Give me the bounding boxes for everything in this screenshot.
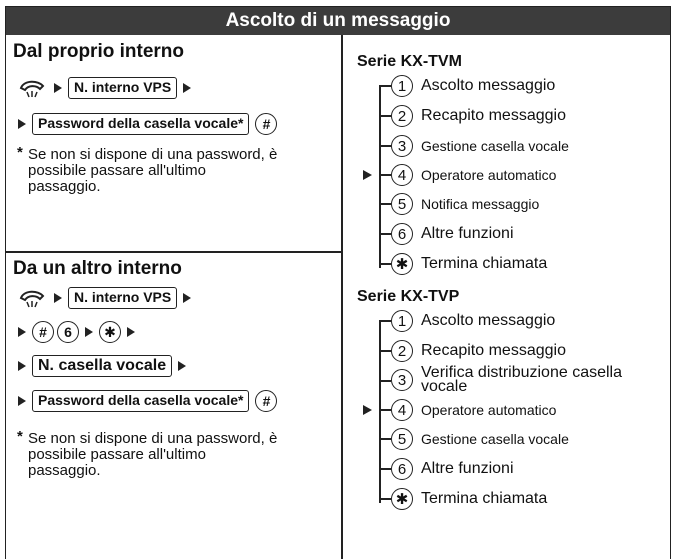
key-icon: 3 (391, 135, 413, 157)
menu-item (379, 309, 555, 333)
menu-item-label: Operatore automatico (421, 402, 557, 418)
step-row-dial-vps-2 (18, 285, 197, 311)
menu-item-label: Notifica messaggio (421, 196, 540, 212)
menu-item-label: Gestione casella vocale (421, 431, 569, 447)
note-asterisk: * (17, 428, 23, 445)
menu-item (379, 427, 569, 451)
menu-item-label-continued: vocale (421, 378, 468, 395)
key-icon: 1 (391, 310, 413, 332)
menu-item-label: Ascolto messaggio (421, 312, 556, 329)
arrow-icon (18, 119, 26, 129)
pointer-arrow-icon (363, 170, 372, 180)
hash-key-icon: # (255, 390, 277, 412)
menu-item (379, 487, 547, 511)
note-line: possibile passare all'ultimo (28, 162, 206, 179)
step-row-dial-vps (18, 75, 197, 101)
password-note (17, 144, 278, 195)
menu-item (379, 252, 547, 276)
key-icon: 5 (391, 193, 413, 215)
note-line: passaggio. (28, 178, 101, 195)
menu-item (379, 457, 514, 481)
menu-item-label: Altre funzioni (421, 460, 514, 477)
menu-item-label: Ascolto messaggio (421, 77, 556, 94)
handset-offhook-icon (18, 78, 48, 98)
menu-item-label: Altre funzioni (421, 225, 514, 242)
key-icon: 4 (391, 399, 413, 421)
arrow-icon (178, 361, 186, 371)
arrow-icon (18, 396, 26, 406)
menu-item (379, 104, 566, 128)
menu-item (379, 163, 556, 187)
menu-item (379, 222, 514, 246)
arrow-icon (127, 327, 135, 337)
star-key-icon: ✱ (99, 321, 121, 343)
menu-item (379, 398, 556, 422)
key-icon: 5 (391, 428, 413, 450)
section-heading-other-extension: Da un altro interno (13, 258, 182, 279)
step-row-keys (12, 319, 141, 345)
hash-key-icon: # (255, 113, 277, 135)
key-icon: 6 (391, 223, 413, 245)
menu-item-label: Verifica distribuzione casella (421, 364, 622, 381)
mailbox-number-box: N. casella vocale (32, 355, 172, 377)
page-frame (5, 6, 671, 559)
six-key-icon: 6 (57, 321, 79, 343)
menu-item (379, 134, 569, 158)
arrow-icon (18, 327, 26, 337)
section-divider (6, 251, 341, 253)
step-row-password-2 (12, 388, 277, 414)
menu-item (379, 339, 566, 363)
series-heading-tvp: Serie KX-TVP (357, 288, 460, 305)
key-icon: 1 (391, 75, 413, 97)
key-icon: 4 (391, 164, 413, 186)
password-box: Password della casella vocale* (32, 113, 249, 135)
arrow-icon (54, 293, 62, 303)
menu-item-label: Termina chiamata (421, 490, 548, 507)
note-asterisk: * (17, 144, 23, 161)
arrow-icon (183, 293, 191, 303)
series-heading-tvm: Serie KX-TVM (357, 53, 462, 70)
key-icon: 2 (391, 340, 413, 362)
pointer-arrow-icon (363, 405, 372, 415)
section-heading-own-extension: Dal proprio interno (13, 41, 184, 62)
menu-item (379, 364, 622, 395)
arrow-icon (183, 83, 191, 93)
note-line: Se non si dispone di una password, è (28, 430, 278, 447)
note-line: passaggio. (28, 462, 101, 479)
menu-item (379, 192, 539, 216)
key-icon: ✱ (391, 488, 413, 510)
password-box: Password della casella vocale* (32, 390, 249, 412)
step-row-password (12, 111, 277, 137)
menu-item-label: Operatore automatico (421, 167, 557, 183)
vps-extension-box: N. interno VPS (68, 77, 177, 99)
menu-item-label: Termina chiamata (421, 255, 548, 272)
column-divider (341, 35, 343, 559)
key-icon: ✱ (391, 253, 413, 275)
handset-offhook-icon (18, 288, 48, 308)
password-note (17, 428, 278, 479)
menu-item-label: Gestione casella vocale (421, 138, 569, 154)
key-icon: 3 (391, 369, 413, 391)
hash-key-icon: # (32, 321, 54, 343)
vps-extension-box: N. interno VPS (68, 287, 177, 309)
menu-item-label: Recapito messaggio (421, 107, 566, 124)
menu-item (379, 74, 555, 98)
key-icon: 2 (391, 105, 413, 127)
arrow-icon (54, 83, 62, 93)
step-row-mailbox (12, 353, 192, 379)
menu-item-label: Recapito messaggio (421, 342, 566, 359)
arrow-icon (18, 361, 26, 371)
key-icon: 6 (391, 458, 413, 480)
arrow-icon (85, 327, 93, 337)
note-line: Se non si dispone di una password, è (28, 146, 278, 163)
page-title: Ascolto di un messaggio (6, 7, 670, 35)
note-line: possibile passare all'ultimo (28, 446, 206, 463)
